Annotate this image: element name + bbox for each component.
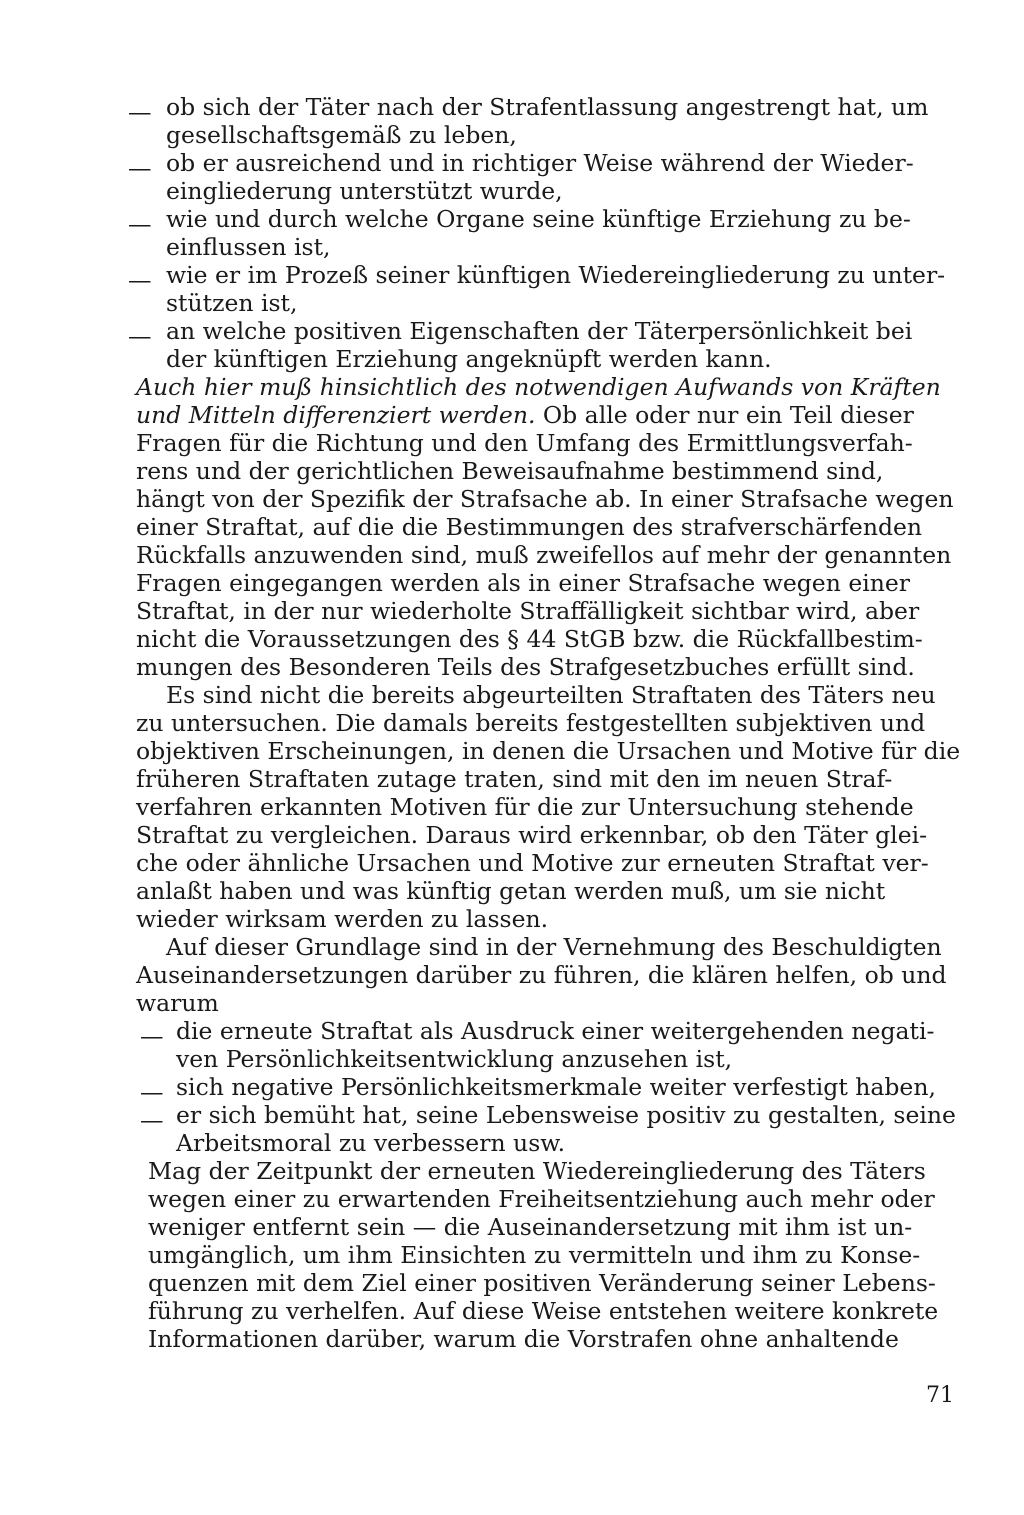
text-line: Auf dieser Grundlage sind in der Vernehmung des Beschuldigten [166, 933, 942, 961]
text-line: einflussen ist, [166, 233, 331, 261]
text-line: che oder ähnliche Ursachen und Motive zur erneuten Straftat ver- [136, 849, 929, 877]
list-dash: — [128, 322, 152, 350]
text-line: führung zu verhelfen. Auf diese Weise entstehen weitere konkrete [148, 1297, 939, 1325]
text-line: Informationen darüber, warum die Vorstrafen ohne anhaltende [148, 1325, 899, 1353]
text-line: ven Persönlichkeitsentwicklung anzusehen ist, [176, 1045, 733, 1073]
text-line: wie und durch welche Organe seine künftige Erziehung zu be- [166, 205, 911, 233]
italic-emphasis: und Mitteln differenziert werden. [136, 401, 536, 429]
text-line: stützen ist, [166, 289, 298, 317]
text-line: an welche positiven Eigenschaften der Täterpersönlichkeit bei [166, 317, 913, 345]
list-dash: — [128, 98, 152, 126]
text-line [136, 400, 914, 430]
text-fragment: Ob alle oder nur ein Teil dieser [535, 401, 914, 429]
list-dash: — [140, 1106, 164, 1134]
text-line: verfahren erkannten Motiven für die zur Untersuchung stehende [136, 793, 914, 821]
text-line: früheren Straftaten zutage traten, sind mit den im neuen Straf- [136, 765, 893, 793]
text-line: ob er ausreichend und in richtiger Weise während der Wieder- [166, 149, 914, 177]
text-line: Es sind nicht die bereits abgeurteilten Straftaten des Täters neu [166, 681, 936, 709]
text-line: wie er im Prozeß seiner künftigen Wiedereingliederung zu unter- [166, 261, 946, 289]
text-line: gesellschaftsgemäß zu leben, [166, 121, 517, 149]
list-dash: — [128, 210, 152, 238]
page-number: 71 [926, 1383, 954, 1408]
text-line: einer Straftat, auf die die Bestimmungen des strafverschärfenden [136, 513, 923, 541]
text-line: er sich bemüht hat, seine Lebensweise positiv zu gestalten, seine [176, 1101, 956, 1129]
list-dash: — [140, 1078, 164, 1106]
text-line: umgänglich, um ihm Einsichten zu vermitteln und ihm zu Konse- [148, 1241, 921, 1269]
text-line: Fragen eingegangen werden als in einer Strafsache wegen einer [136, 569, 911, 597]
list-dash: — [128, 266, 152, 294]
text-line: Auseinandersetzungen darüber zu führen, die klären helfen, ob und [136, 961, 947, 989]
text-line: quenzen mit dem Ziel einer positiven Veränderung seiner Lebens- [148, 1269, 936, 1297]
text-line: Fragen für die Richtung und den Umfang des Ermittlungsverfah- [136, 429, 913, 457]
text-line-italic: Auch hier muß hinsichtlich des notwendigen Aufwands von Kräften [136, 373, 941, 401]
text-line: weniger entfernt sein — die Auseinandersetzung mit ihm ist un- [148, 1213, 913, 1241]
text-line: wieder wirksam werden zu lassen. [136, 905, 549, 933]
text-line: wegen einer zu erwartenden Freiheitsentziehung auch mehr oder [148, 1185, 935, 1213]
text-line: Rückfalls anzuwenden sind, muß zweifellos auf mehr der genannten [136, 541, 952, 569]
text-line: anlaßt haben und was künftig getan werden muß, um sie nicht [136, 877, 886, 905]
list-dash: — [140, 1022, 164, 1050]
text-line: die erneute Straftat als Ausdruck einer weitergehenden negati- [176, 1017, 935, 1045]
text-line: nicht die Voraussetzungen des § 44 StGB bzw. die Rückfallbestim- [136, 625, 923, 653]
text-line: Arbeitsmoral zu verbessern usw. [176, 1129, 566, 1157]
text-line: Straftat, in der nur wiederholte Straffälligkeit sichtbar wird, aber [136, 597, 920, 625]
text-line: objektiven Erscheinungen, in denen die Ursachen und Motive für die [136, 737, 961, 765]
text-line: eingliederung unterstützt wurde, [166, 177, 563, 205]
list-dash: — [128, 154, 152, 182]
text-line: zu untersuchen. Die damals bereits festgestellten subjektiven und [136, 709, 926, 737]
text-line: hängt von der Spezifik der Strafsache ab. In einer Strafsache wegen [136, 485, 954, 513]
text-line: mungen des Besonderen Teils des Strafgesetzbuches erfüllt sind. [136, 653, 915, 681]
text-line: warum [136, 989, 219, 1017]
text-line: rens und der gerichtlichen Beweisaufnahme bestimmend sind, [136, 457, 884, 485]
text-line: Mag der Zeitpunkt der erneuten Wiedereingliederung des Täters [148, 1157, 926, 1185]
text-line: Straftat zu vergleichen. Daraus wird erkennbar, ob den Täter glei- [136, 821, 928, 849]
text-line: der künftigen Erziehung angeknüpft werden kann. [166, 345, 772, 373]
text-line: sich negative Persönlichkeitsmerkmale weiter verfestigt haben, [176, 1073, 936, 1101]
text-line: ob sich der Täter nach der Strafentlassung angestrengt hat, um [166, 93, 929, 121]
